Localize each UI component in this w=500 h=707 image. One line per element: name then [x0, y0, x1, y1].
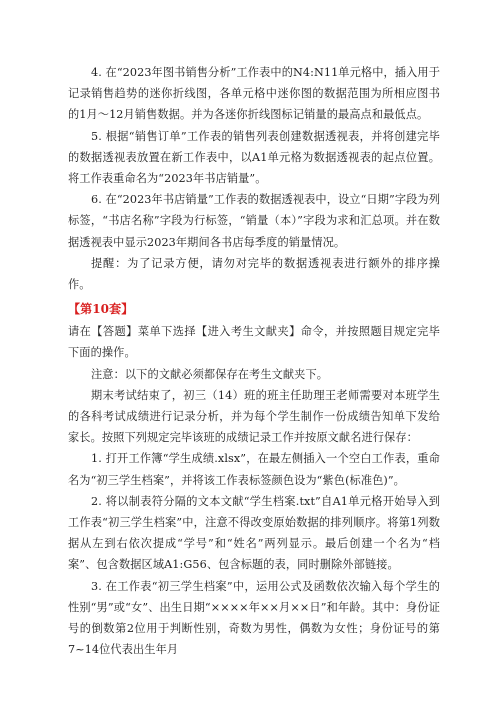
paragraph-step-1: 1. 打开工作簿“学生成绩.xlsx”，在最左侧插入一个空白工作表，重命名为“初三学生档案”，并将该工作表标签颜色设为“紫色(标准色)”。 [68, 452, 440, 487]
paragraph-reminder: 提醒：为了记录方便，请勿对完毕的数据透视表进行额外的排序操作。 [68, 256, 440, 292]
document-page [68, 62, 440, 660]
section-title: 【第10套】 [68, 302, 134, 317]
paragraph-note: 注意：以下的文献必须都保存在考生文献夹下。 [91, 367, 329, 381]
paragraph-task-4: 4. 在“2023年图书销售分析”工作表中的N4:N11单元格中，插入用于记录销售趋势的迷你折线图，各单元格中迷你图的数据范围为所相应图书的1月～12月销售数据。并为各迷你折线图标记销量的最高点和最低点。 [68, 66, 440, 122]
paragraph-step-2: 2. 将以制表符分隔的文本文献“学生档案.txt”自A1单元格开始导入到工作表“初三学生档案”中，注意不得改变原始数据的排列顺序。将第1列数据从左到右依次提成“学号”和“姓名”两列显示。最后创建一个名为“档案”、包含数据区域A1:G56、包含标题的表，同时删除外部链接。 [68, 494, 440, 572]
paragraph-task-6: 6. 在“2023年书店销量”工作表的数据透视表中，设立“日期”字段为列标签，“书店名称”字段为行标签，“销量（本）”字段为求和汇总项。并在数据透视表中显示2023年期间各书店每季度的销量情况。 [68, 193, 440, 249]
paragraph-step-3: 3. 在工作表“初三学生档案”中，运用公式及函数依次输入每个学生的性别“男”或“女”、出生日期“××××年××月××日”和年龄。其中：身份证号的倒数第2位用于判断性别，奇数为男性，偶数为女性；身份证号的第7~14位代表出生年月 [68, 579, 440, 657]
paragraph-task-5: 5. 根据“销售订单”工作表的销售列表创建数据透视表，并将创建完毕的数据透视表放置在新工作表中，以A1单元格为数据透视表的起点位置。将工作表重命名为“2023年书店销量”。 [68, 129, 440, 186]
paragraph-intro: 请在【答题】菜单下选择【进入考生文献夹】命令，并按照题目规定完毕下面的操作。 [68, 325, 440, 360]
paragraph-background: 期末考试结束了，初三（14）班的班主任助理王老师需要对本班学生的各科考试成绩进行记录分析，并为每个学生制作一份成绩告知单下发给家长。按照下列规定完毕该班的成绩记录工作并按原文献名进行保存： [68, 388, 440, 445]
